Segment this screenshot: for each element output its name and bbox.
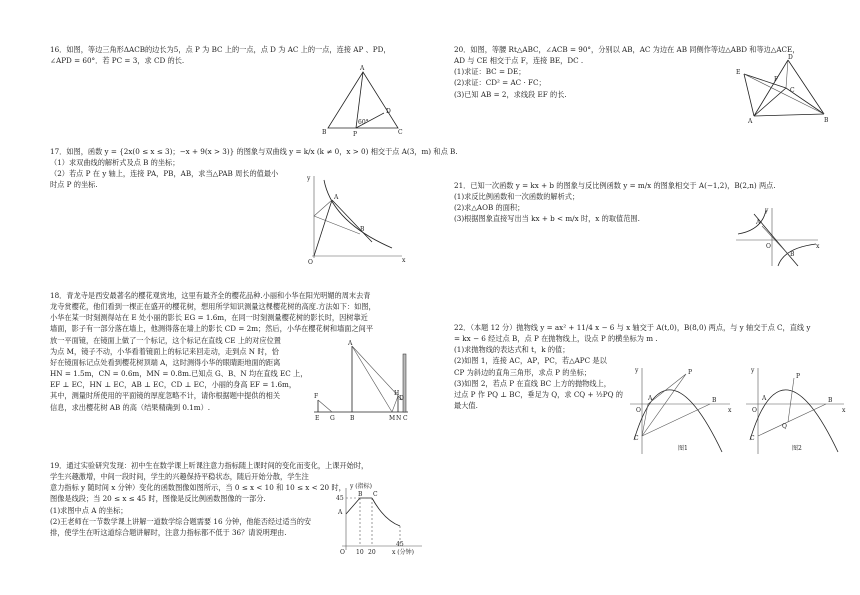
q22-fig2-label-c: C xyxy=(750,435,755,442)
q20-segment-ab xyxy=(754,114,824,116)
q22-line-3: (1)求抛物线的表达式和 t，k 的值； xyxy=(454,345,570,355)
q18-line-10: 其中，测量时所使用的平面镜的厚度忽略不计，请你根据题中提供的相关 xyxy=(50,391,281,401)
q18-line-6: 为点 M，镜子不动，小华看着镜面上的标记来回走动，走到点 N 时，恰 xyxy=(50,346,279,356)
q22-caption-2: 图2 xyxy=(792,445,802,452)
q17-line-1: 17．如图，函数 y = {2x(0 ≤ x ≤ 3)；−x + 9(x > 3)} 的图象与双曲线 y = k/x (k ≠ 0，x > 0) 相交于点 A(3，m) 和点 B. xyxy=(50,147,458,156)
q20-segment-ae xyxy=(744,74,754,116)
q18-line-4: 墙面，影子有一部分落在墙上，他测得落在墙上的影长 CD = 2m；然后，小华在樱花树和墙面之间平 xyxy=(50,324,374,334)
q20-segment-be xyxy=(744,74,824,114)
q20-segment-dc xyxy=(786,60,788,88)
q22-fig1-label-b: B xyxy=(712,397,717,404)
q20-label-e: E xyxy=(736,69,741,76)
q16-line-2: ∠APD = 60°．若 PC = 3，求 CD 的长. xyxy=(50,56,185,66)
q18-label-d: D xyxy=(399,395,404,402)
q19-line-5: (1)求图中点 A 的坐标； xyxy=(50,505,128,515)
q17-hyperbola xyxy=(324,180,392,248)
q22-fig2-label-o: O xyxy=(752,407,757,414)
q18-label-c: C xyxy=(403,415,408,422)
q20-label-b: B xyxy=(824,117,829,124)
q22-fig1-label-p: P xyxy=(688,369,693,376)
q16-label-d: D xyxy=(386,108,391,115)
q20-label-c: C xyxy=(790,87,795,94)
q21-label-x: x xyxy=(816,243,820,250)
q21-line-3: (2)求△AOB 的面积； xyxy=(454,203,525,213)
q20-line-1: 20．如图，等腰 Rt△ABC，∠ACB = 90°，分别以 AB，AC 为边在 AB 同侧作等边△ABD 和等边△ACE， xyxy=(454,45,800,54)
q18-figure xyxy=(312,340,412,422)
q19-label-c: C xyxy=(373,491,378,498)
q19-figure xyxy=(336,484,426,556)
q19-label-o: O xyxy=(340,549,345,556)
q16-line-1: 16．如图，等边三角形ΔACB的边长为5，点 P 为 BC 上的一点，点 D 为 AC 上的一点，连接 AP 、PD， xyxy=(50,45,391,54)
q22-fig1-label-x: x xyxy=(728,407,732,414)
q22-line-7: 过点 P 作 PQ ⊥ BC，垂足为 Q，求 CQ + ½PQ 的 xyxy=(454,389,623,399)
q18-label-m: M xyxy=(389,415,396,422)
q18-label-f: F xyxy=(314,393,319,400)
q16-label-p: P xyxy=(353,131,358,138)
q22-line-6: (3)如图 2，若点 P 在直线 BC 上方的抛物线上， xyxy=(454,378,611,388)
q18-line-8: HN = 1.5m，CN = 0.6m，MN = 0.8m.已知点 G、B、N 均在直线 EC 上， xyxy=(50,369,308,379)
q19-line-4: 图像是线段；当 20 ≤ x ≤ 45 时，图像是反比例函数图像的一部分. xyxy=(50,494,266,504)
q18-label-g: G xyxy=(330,415,335,422)
q19-tick-45-y: 45 xyxy=(336,495,344,502)
q21-hyperbola-right xyxy=(778,244,816,266)
q20-right-triangle xyxy=(754,88,824,116)
q17-label-b: B xyxy=(360,226,365,233)
q18-label-a: A xyxy=(348,340,353,347)
q18-reflect-mh xyxy=(392,396,398,412)
q22-fig2-line-bc xyxy=(758,404,826,436)
q19-line-3: 意力指标 y 随时间 x 分钟）变化的函数图像如图所示，当 0 ≤ x < 10 和 10 ≤ x < 20 时， xyxy=(50,483,346,493)
q22-fig1-label-c: C xyxy=(634,435,639,442)
q21-label-o: O xyxy=(766,243,771,250)
q22-line-5: CP 为斜边的直角三角形，求点 P 的坐标； xyxy=(454,367,592,377)
q16-label-angle: 60° xyxy=(358,119,369,126)
q22-line-8: 最大值. xyxy=(454,401,478,411)
q17-line-neg xyxy=(332,200,372,242)
q21-label-b: B xyxy=(790,251,795,258)
q19-label-x: x (分钟) xyxy=(392,549,414,556)
q17-line-3: （2）若点 P 在 y 轴上，连接 PA，PB，AB，求当△PAB 周长的值最小 xyxy=(50,169,279,179)
q20-line-4: (2)求证：CD² = AC · FC； xyxy=(454,78,546,88)
q22-line-2: = kx − 6 经过点 B，点 P 在抛物线上，设点 P 的横坐标为 m . xyxy=(454,334,658,344)
q19-tick-10: 10 xyxy=(356,549,364,556)
q19-line-1: 19．通过实验研究发现：初中生在数学课上听课注意力指标随上课时间的变化而变化，上课开始时， xyxy=(50,461,369,470)
q20-line-5: (3)已知 AB = 2，求线段 EF 的长. xyxy=(454,89,567,99)
q20-segment-ad xyxy=(754,60,788,116)
q17-label-o: O xyxy=(308,259,313,266)
q18-wall xyxy=(403,354,406,412)
q16-figure xyxy=(318,66,408,136)
q22-caption-1: 图1 xyxy=(678,445,688,452)
q21-label-a: A xyxy=(756,219,761,226)
q18-label-h: H xyxy=(394,390,400,397)
q22-line-1: 22．（本题 12 分）抛物线 y = ax² + 11/4 x − 6 与 x 轴交于 A(t,0)，B(8,0) 两点，与 y 轴交于点 C，直线 y xyxy=(454,323,811,332)
q22-fig2-label-y: y xyxy=(751,367,755,374)
q17-label-a: A xyxy=(334,194,339,201)
q18-reflect-am xyxy=(352,346,392,412)
q17-label-y: y xyxy=(307,175,311,182)
q20-label-f: F xyxy=(774,76,779,83)
q21-line-2: (1)求反比例函数和一次函数的解析式； xyxy=(454,192,580,202)
q20-label-a: A xyxy=(748,118,753,125)
q19-label-b: B xyxy=(358,491,363,498)
q19-line-6: (2)王老师在一节数学课上讲解一道数学综合题需要 16 分钟，他能否经过适当的安 xyxy=(50,516,312,526)
q20-line-2: AD 与 CE 相交于点 F，连接 BE，DC . xyxy=(454,56,584,66)
q19-tick-45-x: 45 xyxy=(396,541,404,548)
q22-fig1-line-bc xyxy=(642,404,710,436)
q18-line-2: 龙寺赏樱花，他们看到一棵正在盛开的樱花树，想用所学知识测量这棵樱花树的高度.方法如下：如图， xyxy=(50,302,376,312)
q22-fig2-label-p: P xyxy=(796,373,801,380)
q21-label-y: y xyxy=(765,207,769,214)
q22-fig1-label-o: O xyxy=(636,407,641,414)
q18-line-5: 放一平面镜，在镜面上做了一个标记，这个标记在直线 CE 上的对应位置 xyxy=(50,335,281,345)
q21-line-1: 21．已知一次函数 y = kx + b 的图象与反比例函数 y = m/x 的图象相交于 A(−1,2)，B(2,n) 两点. xyxy=(454,181,776,190)
q20-line-3: (1)求证：BC = DE； xyxy=(454,67,526,77)
q22-fig2-label-q: Q xyxy=(782,423,787,430)
q19-line-7: 排，使学生在听这道综合题讲解时，注意力指标都不低于 36？请说明理由. xyxy=(50,527,287,537)
q18-line-9: EF ⊥ EC，HN ⊥ EC，AB ⊥ EC，CD ⊥ EC，小丽的身高 EF = 1.6m， xyxy=(50,380,297,390)
question-16 xyxy=(50,44,391,66)
q22-line-4: (2)如图 1，连接 AC，AP，PC，若△APC 是以 xyxy=(454,356,607,366)
question-21 xyxy=(454,180,776,225)
q19-label-y: y (指标) xyxy=(350,483,372,490)
q18-label-e: E xyxy=(315,415,320,422)
q17-line-4: 时点 P 的坐标. xyxy=(50,180,98,190)
q21-figure xyxy=(732,204,822,270)
q21-hyperbola-left xyxy=(738,210,766,234)
q17-line-2: （1）求双曲线的解析式及点 B 的坐标； xyxy=(50,158,180,168)
q18-line-1: 18．青龙寺是西安最著名的樱花观赏地，这里有最齐全的樱花品种.小丽和小华在阳光明媚的周末去青 xyxy=(50,291,371,300)
q19-hyperbola-bc xyxy=(372,498,400,526)
q20-segment-ec xyxy=(744,74,786,88)
q18-line-7: 好在镜面标记点处看到樱花树顶端 A，这时测得小华的眼睛距地面的距离 xyxy=(50,357,281,367)
q22-fig2-label-x: x xyxy=(842,407,846,414)
question-19 xyxy=(50,460,368,538)
q16-label-c: C xyxy=(398,129,403,136)
q21-line-4: (3)根据图象直接写出当 kx + b < m/x 时，x 的取值范围. xyxy=(454,214,640,224)
q20-label-d: D xyxy=(788,54,793,61)
q18-line-11: 信息，求出樱花树 AB 的高（结果精确到 0.1m）. xyxy=(50,402,211,412)
q18-shadow-fg xyxy=(318,400,332,412)
q22-fig2-label-a: A xyxy=(762,395,767,402)
q22-fig2-label-b: B xyxy=(828,397,833,404)
q22-fig1-label-y: y xyxy=(635,367,639,374)
q22-fig2-segment-pq xyxy=(788,378,794,422)
q20-figure xyxy=(736,56,830,124)
q17-figure xyxy=(302,172,406,264)
q22-fig1-label-a: A xyxy=(648,395,653,402)
q19-label-a: A xyxy=(338,509,343,516)
q17-label-x: x xyxy=(402,257,406,264)
q16-label-b: B xyxy=(322,129,327,136)
q19-line-2: 学生兴趣激增，中间一段时间，学生的兴趣保持平稳状态，随后开始分散，学生注 xyxy=(50,472,309,482)
q18-label-n: N xyxy=(396,415,402,422)
q18-label-b: B xyxy=(350,415,355,422)
q18-line-3: 小华在某一时刻测得站在 E 处小丽的影长 EG = 1.6m，在同一时刻测量樱花树的影长时，因树靠近 xyxy=(50,313,368,323)
q19-segments-ab xyxy=(346,498,372,514)
q19-tick-20: 20 xyxy=(368,549,376,556)
q16-label-a: A xyxy=(360,65,365,72)
